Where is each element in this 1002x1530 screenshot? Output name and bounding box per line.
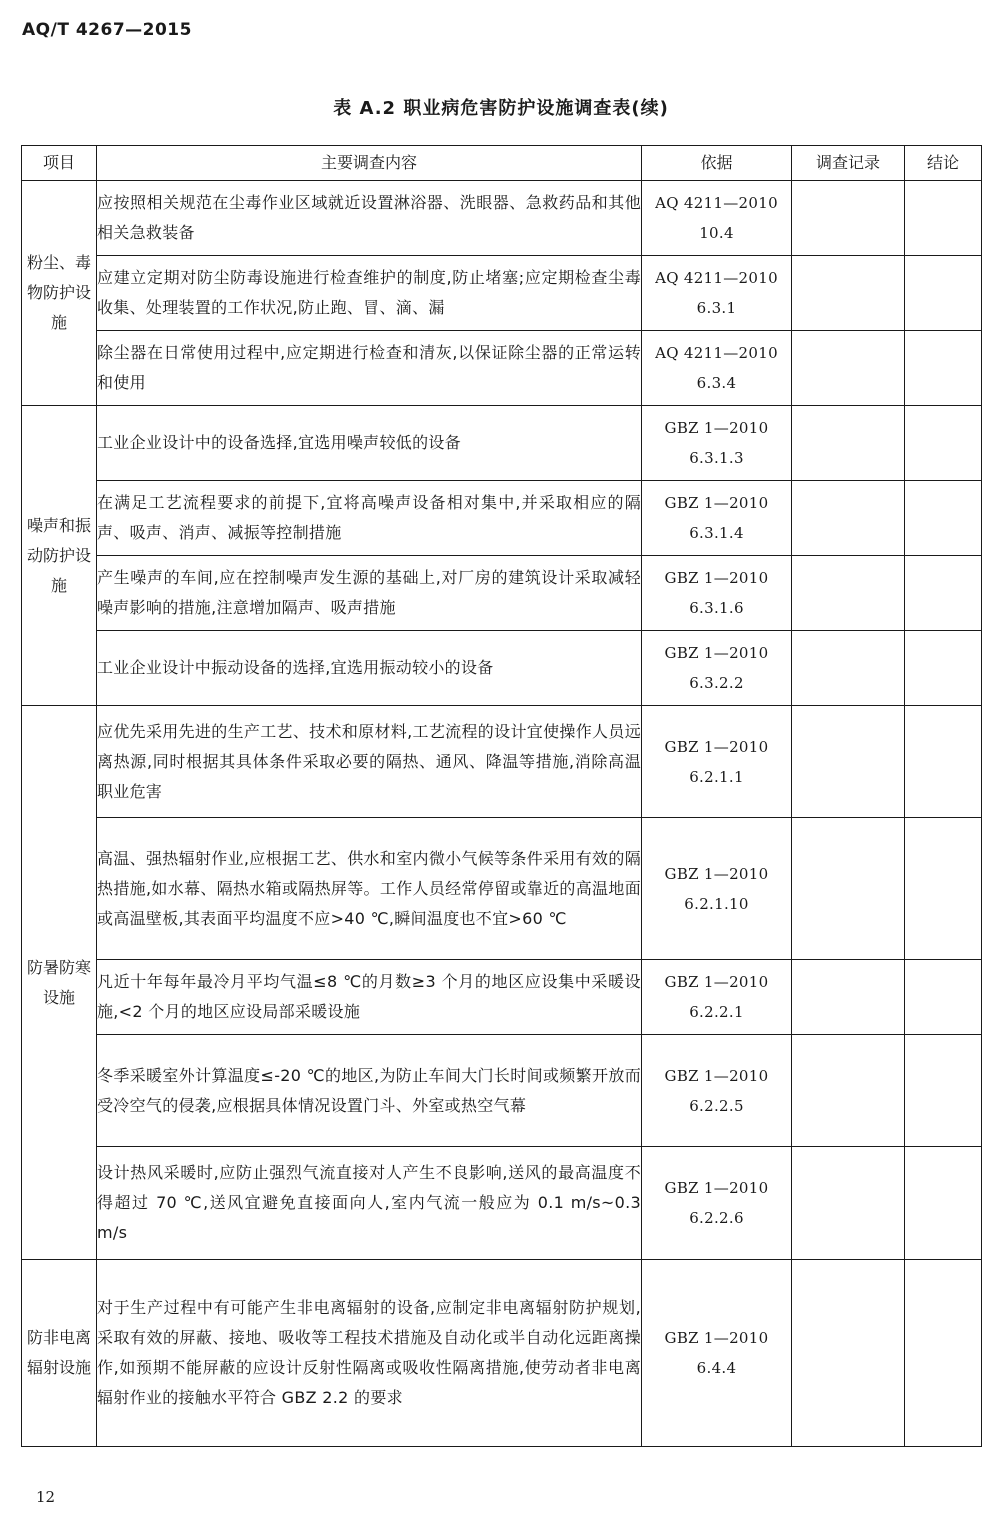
- basis-clause: 6.3.1.3: [689, 449, 744, 467]
- category-noise-vibration: 噪声和振动防护设施: [22, 406, 97, 706]
- basis-standard: GBZ 1—2010: [664, 419, 769, 437]
- basis-clause: 6.3.1: [696, 299, 737, 317]
- record-cell[interactable]: [792, 1035, 905, 1147]
- conclusion-cell[interactable]: [905, 1035, 982, 1147]
- conclusion-cell[interactable]: [905, 1147, 982, 1260]
- conclusion-cell[interactable]: [905, 706, 982, 818]
- record-cell[interactable]: [792, 818, 905, 960]
- survey-content: 产生噪声的车间,应在控制噪声发生源的基础上,对厂房的建筑设计采取减轻噪声影响的措施,注意增加隔声、吸声措施: [97, 556, 642, 631]
- conclusion-cell[interactable]: [905, 1260, 982, 1447]
- basis-cell: [642, 406, 792, 481]
- table-row: [22, 1035, 982, 1147]
- basis-clause: 6.4.4: [696, 1359, 737, 1377]
- category-heat-cold: 防暑防寒设施: [22, 706, 97, 1260]
- conclusion-cell[interactable]: [905, 256, 982, 331]
- basis-cell: [642, 1147, 792, 1260]
- basis-cell: [642, 556, 792, 631]
- basis-cell: [642, 481, 792, 556]
- table-row: [22, 818, 982, 960]
- basis-standard: GBZ 1—2010: [664, 1179, 769, 1197]
- category-non-ionizing-radiation: 防非电离辐射设施: [22, 1260, 97, 1447]
- column-header-content: 主要调查内容: [97, 146, 642, 181]
- basis-clause: 6.3.2.2: [689, 674, 744, 692]
- record-cell[interactable]: [792, 1147, 905, 1260]
- record-cell[interactable]: [792, 706, 905, 818]
- basis-clause: 10.4: [699, 224, 734, 242]
- table-row: [22, 556, 982, 631]
- basis-cell: [642, 631, 792, 706]
- record-cell[interactable]: [792, 960, 905, 1035]
- table-header-row: [22, 146, 982, 181]
- conclusion-cell[interactable]: [905, 331, 982, 406]
- survey-content: 工业企业设计中振动设备的选择,宜选用振动较小的设备: [97, 631, 642, 706]
- record-cell[interactable]: [792, 1260, 905, 1447]
- survey-content: 凡近十年每年最冷月平均气温≤8 ℃的月数≥3 个月的地区应设集中采暖设施,<2 个月的地区应设局部采暖设施: [97, 960, 642, 1035]
- column-header-record: 调查记录: [792, 146, 905, 181]
- table-row: [22, 256, 982, 331]
- conclusion-cell[interactable]: [905, 631, 982, 706]
- basis-standard: AQ 4211—2010: [655, 194, 778, 212]
- basis-cell: [642, 1035, 792, 1147]
- basis-clause: 6.3.4: [696, 374, 737, 392]
- conclusion-cell[interactable]: [905, 556, 982, 631]
- survey-content: 除尘器在日常使用过程中,应定期进行检查和清灰,以保证除尘器的正常运转和使用: [97, 331, 642, 406]
- basis-clause: 6.2.1.1: [689, 767, 744, 786]
- conclusion-cell[interactable]: [905, 481, 982, 556]
- record-cell[interactable]: [792, 331, 905, 406]
- basis-clause: 6.2.2.5: [689, 1096, 744, 1115]
- conclusion-cell[interactable]: [905, 406, 982, 481]
- survey-content: 应建立定期对防尘防毒设施进行检查维护的制度,防止堵塞;应定期检查尘毒收集、处理装置的工作状况,防止跑、冒、滴、漏: [97, 256, 642, 331]
- record-cell[interactable]: [792, 406, 905, 481]
- basis-cell: [642, 960, 792, 1035]
- basis-clause: 6.2.2.1: [689, 1003, 744, 1021]
- table-row: [22, 406, 982, 481]
- page-number: 12: [36, 1488, 56, 1506]
- basis-cell: [642, 181, 792, 256]
- table-row: [22, 631, 982, 706]
- table-row: [22, 706, 982, 818]
- survey-content: 工业企业设计中的设备选择,宜选用噪声较低的设备: [97, 406, 642, 481]
- record-cell[interactable]: [792, 556, 905, 631]
- basis-standard: GBZ 1—2010: [664, 973, 769, 991]
- basis-standard: GBZ 1—2010: [664, 644, 769, 662]
- conclusion-cell[interactable]: [905, 960, 982, 1035]
- column-header-basis: 依据: [642, 146, 792, 181]
- basis-cell: [642, 1260, 792, 1447]
- record-cell[interactable]: [792, 481, 905, 556]
- conclusion-cell[interactable]: [905, 818, 982, 960]
- table-row: [22, 1260, 982, 1447]
- table-row: [22, 481, 982, 556]
- basis-clause: 6.3.1.6: [689, 599, 744, 617]
- survey-content: 冬季采暖室外计算温度≤-20 ℃的地区,为防止车间大门长时间或频繁开放而受冷空气的侵袭,应根据具体情况设置门斗、外室或热空气幕: [97, 1035, 642, 1147]
- basis-clause: 6.3.1.4: [689, 524, 744, 542]
- basis-standard: AQ 4211—2010: [655, 269, 778, 287]
- table-row: [22, 1147, 982, 1260]
- survey-table: [21, 145, 982, 1447]
- basis-standard: GBZ 1—2010: [664, 1066, 769, 1085]
- basis-clause: 6.2.1.10: [684, 894, 749, 913]
- table-title: 表 A.2 职业病危害防护设施调查表(续): [333, 98, 669, 119]
- survey-content: 在满足工艺流程要求的前提下,宜将高噪声设备相对集中,并采取相应的隔声、吸声、消声、减振等控制措施: [97, 481, 642, 556]
- basis-cell: [642, 706, 792, 818]
- survey-content: 应优先采用先进的生产工艺、技术和原材料,工艺流程的设计宜使操作人员远离热源,同时根据其具体条件采取必要的隔热、通风、降温等措施,消除高温职业危害: [97, 706, 642, 818]
- survey-content: 高温、强热辐射作业,应根据工艺、供水和室内微小气候等条件采用有效的隔热措施,如水幕、隔热水箱或隔热屏等。工作人员经常停留或靠近的高温地面或高温壁板,其表面平均温度不应>40 ℃,瞬间温度也不宜>60 ℃: [97, 818, 642, 960]
- basis-standard: GBZ 1—2010: [664, 1329, 769, 1347]
- basis-clause: 6.2.2.6: [689, 1209, 744, 1227]
- survey-content: 对于生产过程中有可能产生非电离辐射的设备,应制定非电离辐射防护规划,采取有效的屏蔽、接地、吸收等工程技术措施及自动化或半自动化远距离操作,如预期不能屏蔽的应设计反射性隔离或吸收性隔离措施,使劳动者非电离辐射作业的接触水平符合 GBZ 2.2 的要求: [97, 1260, 642, 1447]
- basis-cell: [642, 818, 792, 960]
- table-row: [22, 960, 982, 1035]
- basis-standard: GBZ 1—2010: [664, 569, 769, 587]
- basis-standard: AQ 4211—2010: [655, 344, 778, 362]
- record-cell[interactable]: [792, 631, 905, 706]
- table-row: [22, 181, 982, 256]
- basis-standard: GBZ 1—2010: [664, 494, 769, 512]
- record-cell[interactable]: [792, 256, 905, 331]
- basis-standard: GBZ 1—2010: [664, 864, 769, 883]
- table-row: [22, 331, 982, 406]
- record-cell[interactable]: [792, 181, 905, 256]
- survey-content: 设计热风采暖时,应防止强烈气流直接对人产生不良影响,送风的最高温度不得超过 70 ℃,送风宜避免直接面向人,室内气流一般应为 0.1 m/s~0.3 m/s: [97, 1147, 642, 1260]
- column-header-item: 项目: [22, 146, 97, 181]
- column-header-conclusion: 结论: [905, 146, 982, 181]
- basis-cell: [642, 256, 792, 331]
- category-dust-toxic: 粉尘、毒物防护设施: [22, 181, 97, 406]
- basis-cell: [642, 331, 792, 406]
- conclusion-cell[interactable]: [905, 181, 982, 256]
- basis-standard: GBZ 1—2010: [664, 737, 769, 756]
- standard-code: AQ/T 4267—2015: [22, 20, 192, 40]
- survey-content: 应按照相关规范在尘毒作业区域就近设置淋浴器、洗眼器、急救药品和其他相关急救装备: [97, 181, 642, 256]
